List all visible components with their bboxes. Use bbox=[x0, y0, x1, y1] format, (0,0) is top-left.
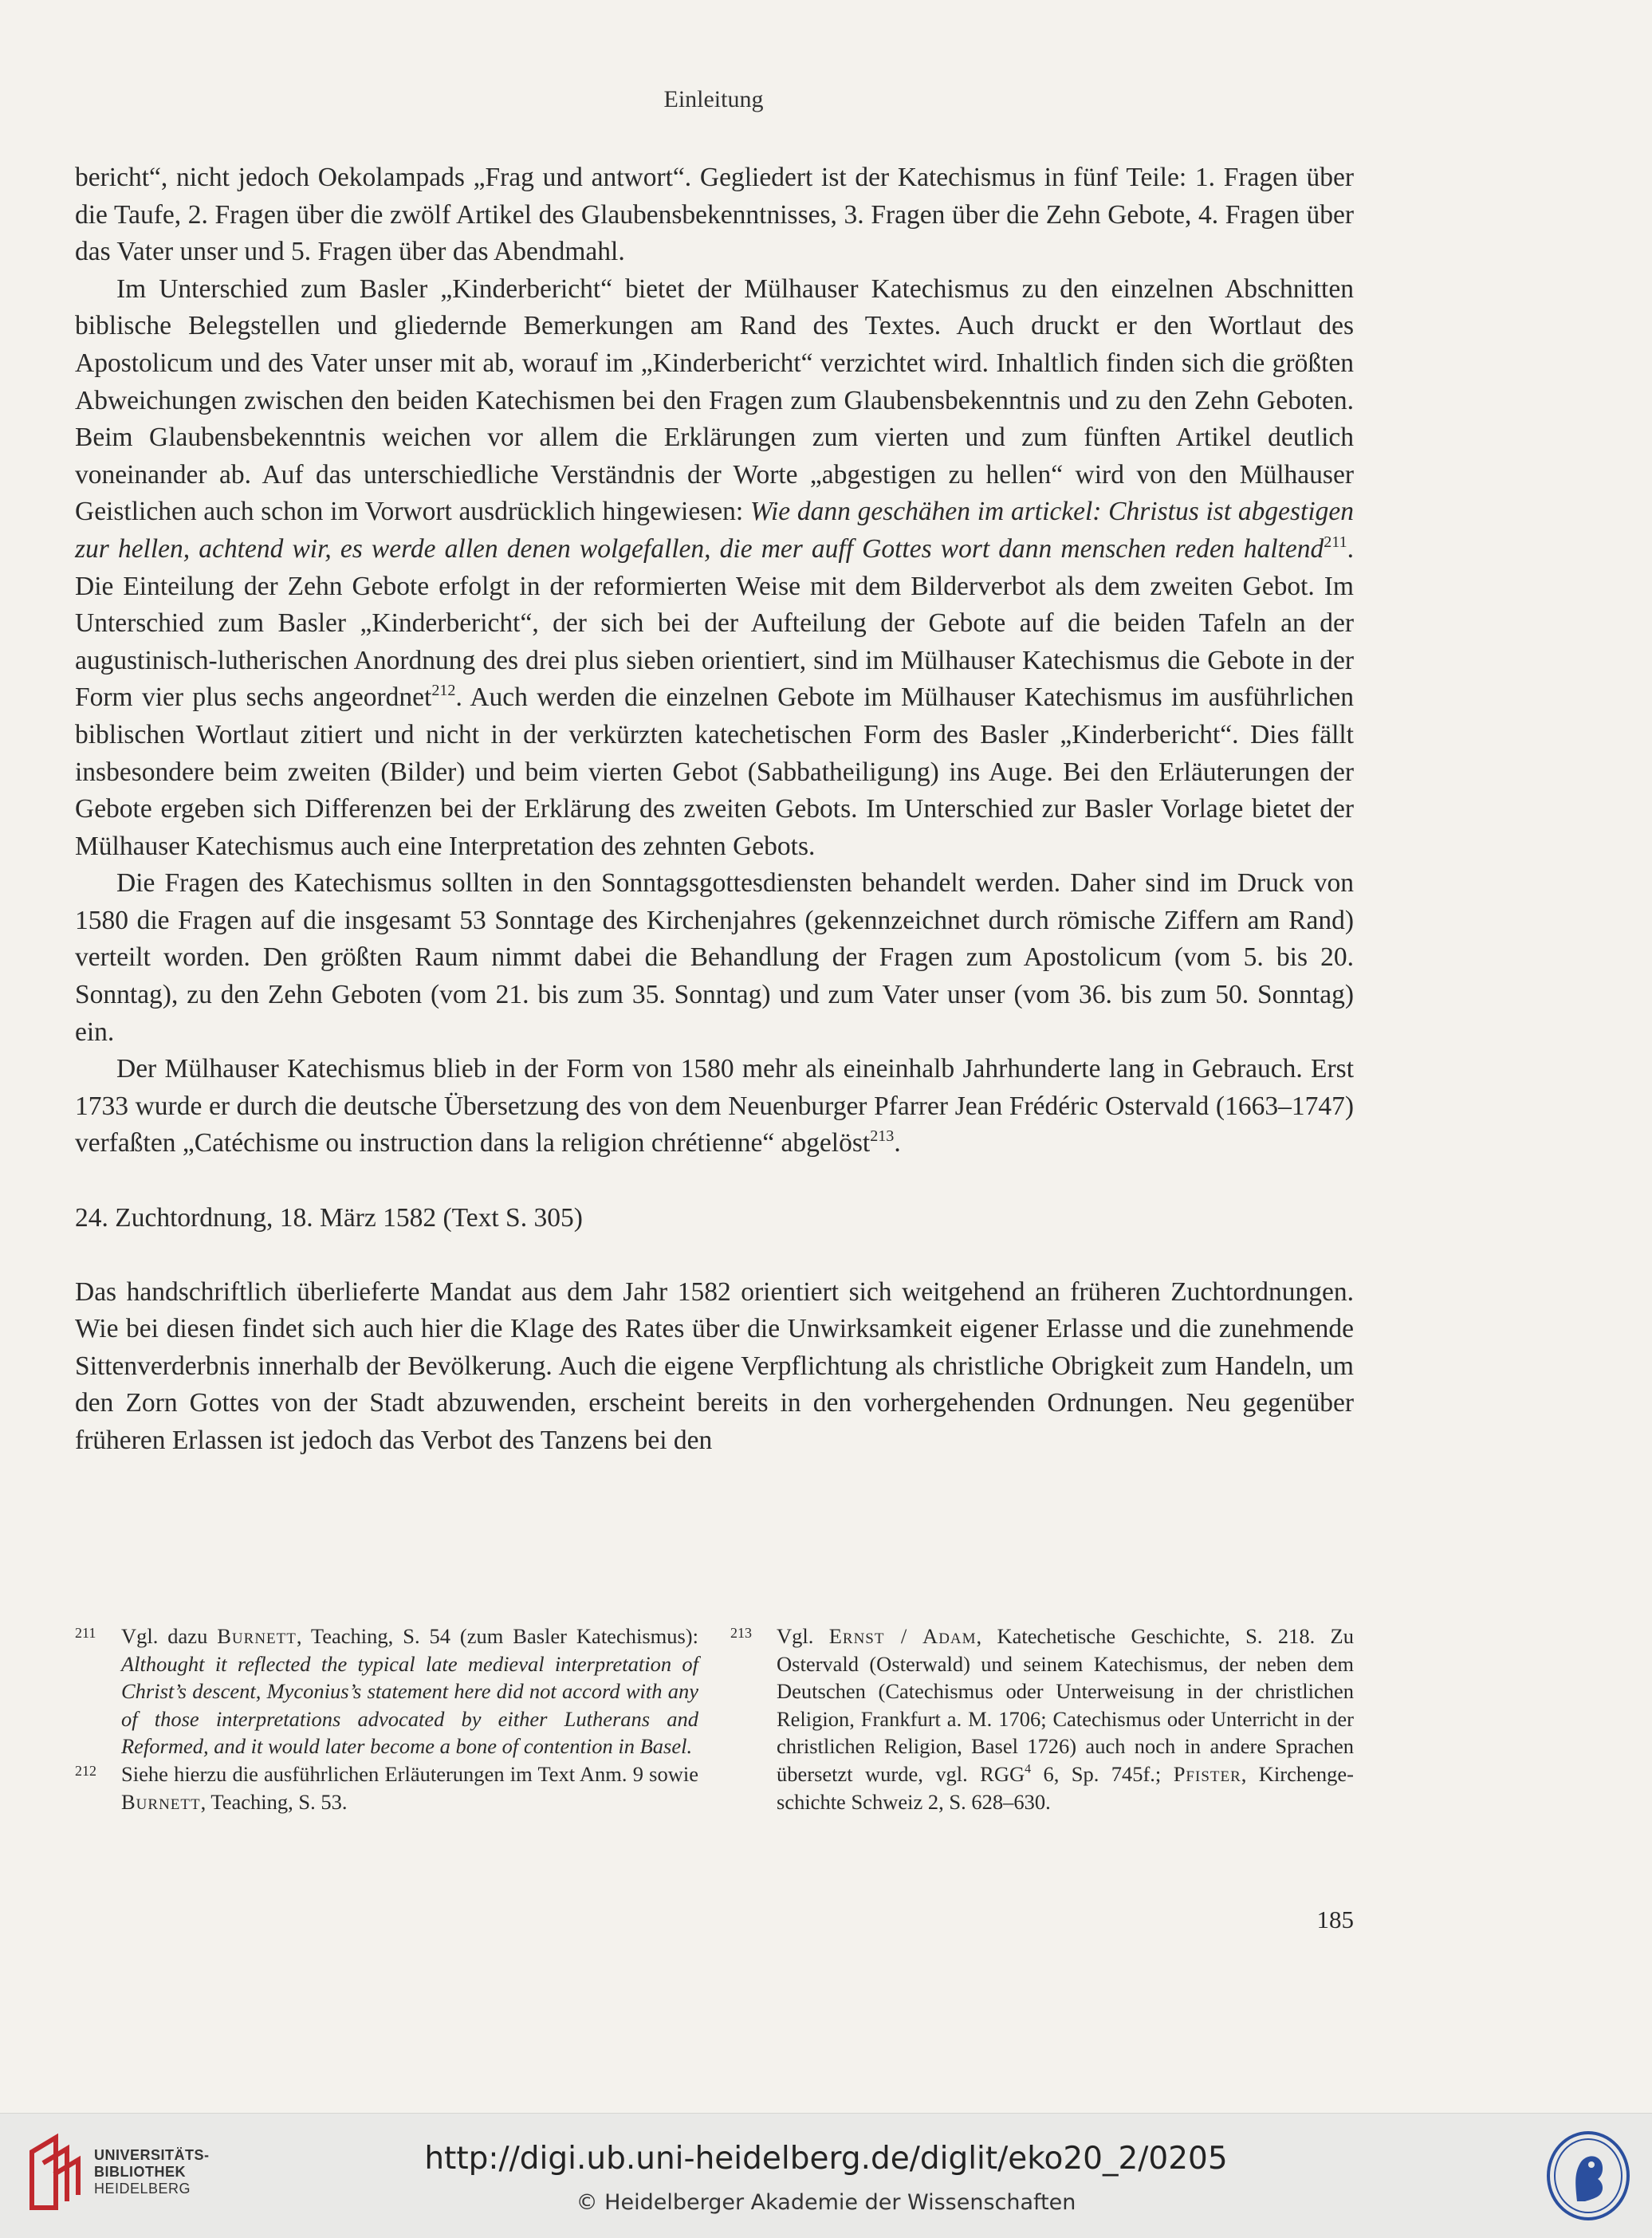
footnote-text-part: , Teaching, S. 53. bbox=[200, 1789, 348, 1814]
main-text bbox=[75, 159, 1354, 1460]
footnotes-left-column bbox=[75, 1622, 698, 1815]
paragraph-2-text-b: . Die Einteilung der Zehn Gebote erfolgt in der reformierten Weise mit dem Bilderverbot als dem zweiten Gebot. Im Unterschied zum Basler „Kinderbericht“, der sich bei der Aufteilung der Gebote auf die beiden Tafeln an der augustinisch-lutherischen Anordnung des drei plus sieben orientiert, sind im Mülhauser Katechismus die Gebote in der Form vier plus sechs angeordnet bbox=[75, 533, 1354, 713]
page-number: 185 bbox=[1316, 1906, 1354, 1933]
paragraph-4 bbox=[75, 1051, 1354, 1162]
paragraph-4-text-b: . bbox=[894, 1128, 901, 1158]
footnote-text-part: 6, Sp. 745f.; bbox=[1031, 1761, 1174, 1786]
footnote-text-part: , Teaching, S. 54 (zum Basler Katechismus): bbox=[296, 1624, 698, 1648]
footnote-author: Ernst / Adam bbox=[828, 1624, 977, 1648]
permalink-url[interactable]: http://digi.ub.uni-heidelberg.de/diglit/eko20_2/0205 bbox=[424, 2141, 1228, 2177]
paragraph-2 bbox=[75, 271, 1354, 866]
footnote-ref-212[interactable]: 212 bbox=[431, 682, 456, 700]
footnotes bbox=[75, 1622, 1354, 1815]
footnote-author: Burnett bbox=[217, 1624, 297, 1648]
academy-seal-icon[interactable] bbox=[1545, 2130, 1631, 2222]
section-heading: 24. Zuchtordnung, 18. März 1582 (Text S. 305) bbox=[75, 1203, 583, 1233]
footnote-213 bbox=[730, 1622, 1354, 1815]
footnote-text bbox=[121, 1622, 698, 1760]
footnote-number: 211 bbox=[75, 1625, 96, 1641]
copyright-notice: © Heidelberger Akademie der Wissenschaften bbox=[576, 2190, 1076, 2215]
footnote-number: 212 bbox=[75, 1762, 96, 1779]
footnote-211 bbox=[75, 1622, 698, 1760]
footnote-text-part: Siehe hierzu die ausführlichen Erläuterungen im Text Anm. 9 sowie bbox=[121, 1761, 698, 1786]
paragraph-2-text-c: . Auch werden die einzelnen Gebote im Mülhauser Katechismus im ausführlichen biblischen Wortlaut zitiert und nicht in der verkürzten katechetischen Form des Basler „Kinderbericht“. Dies fällt insbesondere beim zweiten (Bilder) und beim vierten Gebot (Sabbatheiligung) ins Auge. Bei den Erläuterungen der Gebote ergeben sich Differenzen bei der Erklärung des zweiten Gebots. Im Unterschied zur Basler Vorlage bietet der Mülhauser Katechismus auch eine Interpretation des zehnten Gebots. bbox=[75, 682, 1354, 861]
logo-line: BIBLIOTHEK bbox=[94, 2164, 186, 2180]
paragraph-1: bericht“, nicht jedoch Oekolampads „Frag und antwort“. Gegliedert ist der Katechismus in fünf Teile: 1. Fragen über die Taufe, 2. Fragen über die zwölf Artikel des Glaubensbekenntnisses, 3. Fragen über die Zehn Gebote, 4. Fragen über das Vater unser und 5. Fragen über das Abendmahl. bbox=[75, 163, 1354, 267]
logo-line: HEIDELBERG bbox=[94, 2181, 191, 2197]
footnote-text bbox=[777, 1622, 1354, 1815]
footnote-number: 213 bbox=[730, 1625, 752, 1641]
footnote-text-part: , Katechetische Geschichte, S. 218. Zu Ostervald (Osterwald) und seinem Katechismus, der neben dem Deutschen (Catechismus oder Unterweisung in der christlichen Religion, Frankfurt a. M. 1706; Catechismus oder Unterricht in der christlichen Religion, Basel 1726) auch noch in andere Sprachen übersetzt wurde, vgl. RGG bbox=[777, 1624, 1354, 1786]
footnote-text-part: Vgl. dazu bbox=[121, 1624, 218, 1648]
running-head: Einleitung bbox=[663, 86, 764, 112]
footnote-ref-211[interactable]: 211 bbox=[1324, 533, 1347, 551]
viewer-footer bbox=[0, 2113, 1652, 2238]
paragraph-2-quote: Wie dann geschähen im artickel: Christus ist abgestigen zur hellen, achtend wir, es werde allen denen wolgefallen, die mer auff Gottes wort dann menschen reden haltend bbox=[75, 497, 1354, 564]
footnote-superscript: 4 bbox=[1025, 1762, 1032, 1776]
footnote-text-part: , Kirchengeschichte Schweiz 2, S. 628–630. bbox=[777, 1761, 1354, 1814]
footnote-ref-213[interactable]: 213 bbox=[870, 1127, 895, 1146]
footnote-212 bbox=[75, 1760, 698, 1815]
paragraph-5: Das handschriftlich überlieferte Mandat aus dem Jahr 1582 orientiert sich weitgehend an früheren Zuchtordnungen. Wie bei diesen findet sich auch hier die Klage des Rates über die Unwirksamkeit eigener Erlasse und die zunehmende Sittenverderbnis innerhalb der Bevölkerung. Auch die eigene Verpflichtung als christliche Obrigkeit zum Handeln, um den Zorn Gottes von der Stadt abzuwenden, erscheint bereits in den vorhergehenden Ordnungen. Neu gegenüber früheren Erlassen ist jedoch das Verbot des Tanzens bei den bbox=[75, 1276, 1354, 1455]
paragraph-3: Die Fragen des Katechismus sollten in den Sonntagsgottesdiensten behandelt werden. Daher sind im Druck von 1580 die Fragen auf die insgesamt 53 Sonntage des Kirchenjahres (gekennzeichnet durch römische Ziffern am Rand) verteilt worden. Den größten Raum nimmt dabei die Behandlung der Fragen zum Apostolicum (vom 5. bis 20. Sonntag), zu den Zehn Geboten (vom 21. bis zum 35. Sonntag) und zum Vater unser (vom 36. bis zum 50. Sonntag) ein. bbox=[75, 868, 1354, 1047]
footnote-author: Pfister bbox=[1173, 1761, 1241, 1786]
footnote-text bbox=[121, 1760, 698, 1815]
footnote-author: Burnett bbox=[121, 1789, 201, 1814]
paragraph-2-text-a: Im Unterschied zum Basler „Kinderbericht“ bietet der Mülhauser Katechismus zu den einzelnen Abschnitten biblische Belegstellen und gliedernde Bemerkungen am Rand des Textes. Auch druckt er den Wortlaut des Apostolicum und des Vater unser mit ab, worauf im „Kinderbericht“ verzichtet wird. Inhaltlich finden sich die größten Abweichungen zwischen den beiden Katechismen bei den Fragen zum Glaubensbekenntnis und zu den Zehn Geboten. Beim Glaubensbekenntnis weichen vor allem die Erklärungen zum vierten und zum fünften Artikel deutlich voneinander ab. Auf das unterschiedliche Verständnis der Worte „abgestigen zu hellen“ wird von den Mülhauser Geistlichen auch schon im Vorwort ausdrücklich hingewiesen: bbox=[75, 273, 1354, 527]
footnotes-right-column bbox=[730, 1622, 1354, 1815]
paragraph-4-text-a: Der Mülhauser Katechismus blieb in der Form von 1580 mehr als eineinhalb Jahrhunderte lang in Gebrauch. Erst 1733 wurde er durch die deutsche Übersetzung des von dem Neuenburger Pfarrer Jean Frédéric Ostervald (1663–1747) verfaßten „Catéchisme ou instruction dans la religion chrétienne“ abgelöst bbox=[75, 1054, 1354, 1158]
footnote-text-part: Vgl. bbox=[777, 1624, 829, 1648]
footnote-quote: Althought it reflected the typical late medieval interpretation of Christ’s descent, Myconius’s statement here did not accord with any of those interpretations advocated by either Lutherans and Reformed, and it would later become a bone of contention in Basel. bbox=[121, 1651, 698, 1759]
logo-line: UNIVERSITÄTS- bbox=[94, 2147, 210, 2163]
